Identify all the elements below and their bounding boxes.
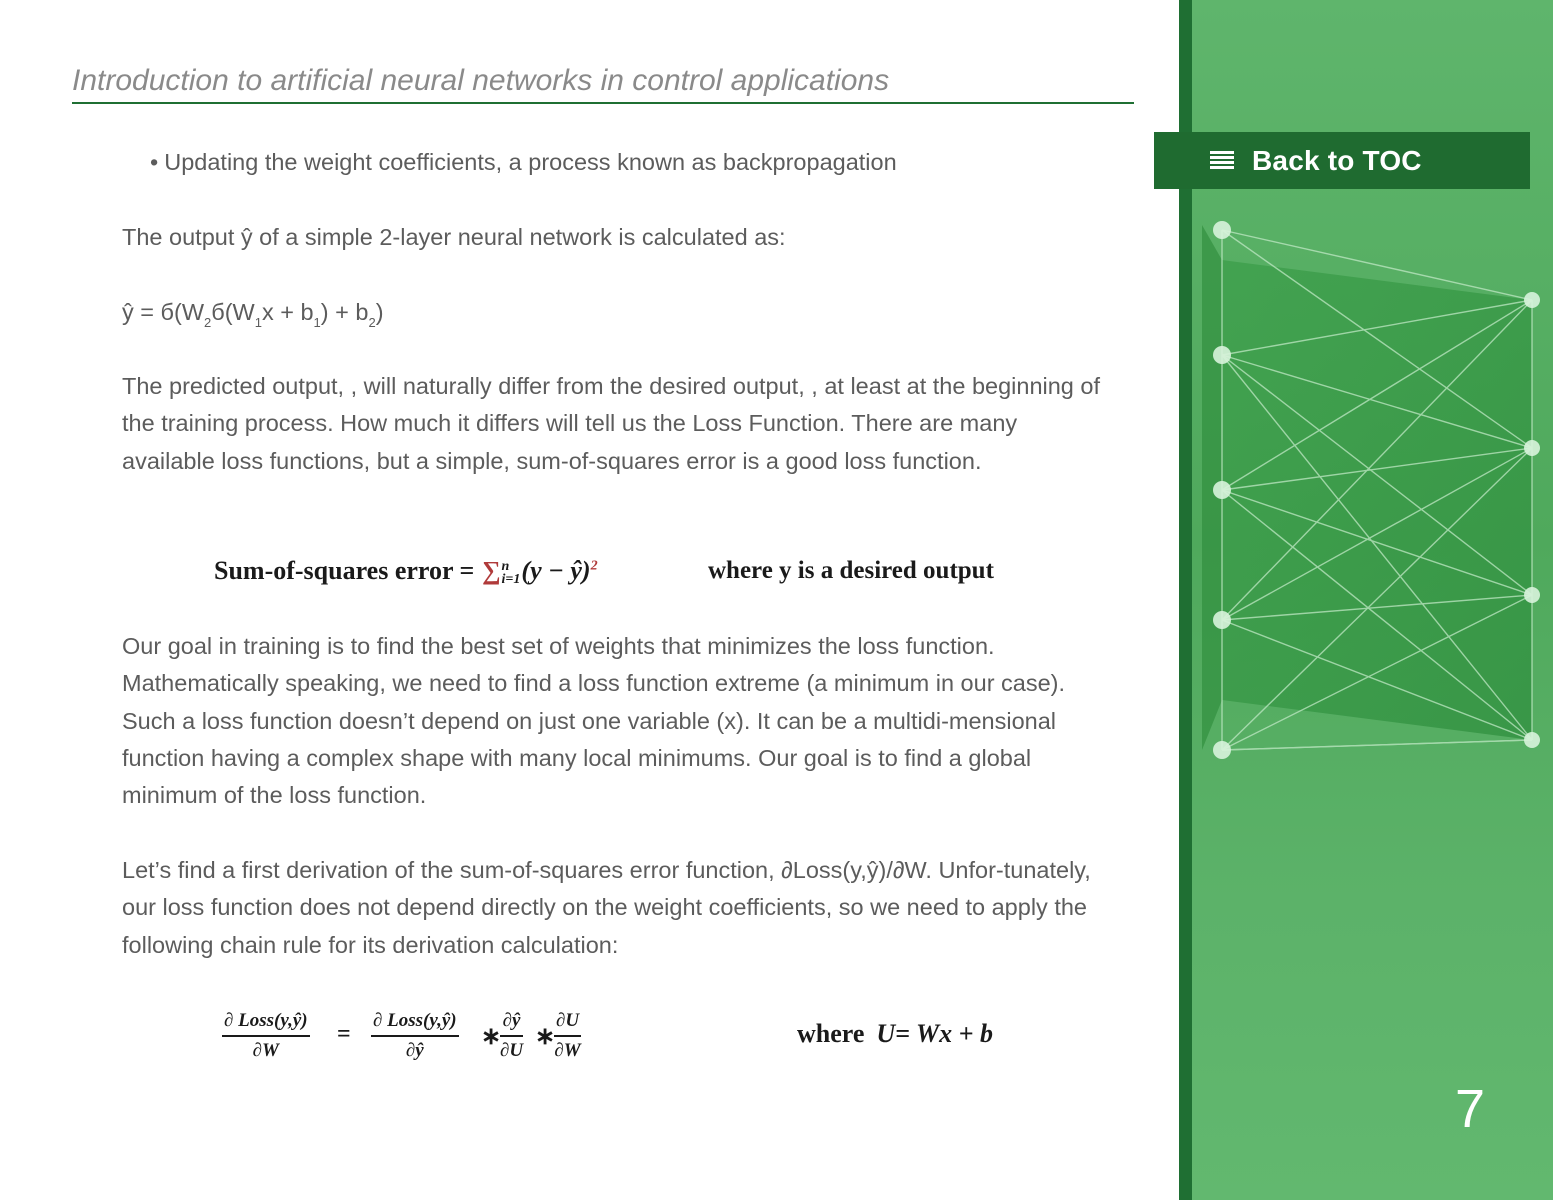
- page-number: 7: [1454, 1079, 1486, 1139]
- chain-lhs-fraction: ∂ Loss(y,ŷ) ∂W: [224, 1010, 308, 1061]
- list-icon: [1210, 151, 1234, 171]
- chain-rhs-fraction-2: $\frac{\partial ŷ}{\partial U}$: [500, 1010, 524, 1061]
- bullet-item: [150, 144, 1140, 181]
- chain-times-2: ∗: [535, 1024, 556, 1050]
- chain-rhs-fraction-3: $\frac{\partial U}{\partial W}$: [554, 1010, 581, 1061]
- bullet-dot-icon: •: [150, 149, 159, 175]
- sse-where-note: where y is a desired output: [708, 557, 994, 584]
- chain-equals: =: [337, 1021, 351, 1047]
- derivative-paragraph: Let’s find a first derivation of the sum-of-squares error function, ∂Loss(y,ŷ)/∂W. Unfor-tunately, our loss function does not depend directly on the weight coefficients, so we need to apply the following chain rule for its derivation calculation:: [122, 857, 1091, 958]
- training-goal-paragraph: Our goal in training is to find the best set of weights that minimizes the loss function. Mathematically speaking, we need to find a loss function extreme (a minimum in our case). Such a loss function doesn’t depend on just one variable (x). It can be a multidi-mensional function having a complex shape with many local minimums. Our goal is to find a global minimum of the loss function.: [122, 633, 1066, 809]
- back-to-toc-button[interactable]: [1154, 132, 1530, 189]
- bullet-text: Updating the weight coefficients, a process known as backpropagation: [164, 149, 897, 175]
- sse-label: Sum-of-squares error =: [214, 556, 475, 585]
- chain-rhs-fraction-1: ∂ Loss(y,ŷ) ∂ŷ: [373, 1010, 457, 1061]
- network-output-formula: ŷ = $б(W_2б(W_1x + b_1) + b_2)$: [122, 299, 384, 330]
- loss-function-paragraph: The predicted output, , will naturally differ from the desired output, , at least at the beginning of the training process. How much it differs will tell us the Loss Function. There are many available loss functions, but a simple, sum-of-squares error is a good loss function.: [122, 373, 1101, 474]
- sse-expression: ∑ n i=1 (y − ŷ)$^2$: [482, 556, 598, 588]
- chain-times-1: ∗: [481, 1024, 502, 1050]
- back-to-toc-label: Back to TOC: [1252, 144, 1422, 176]
- document-header-title: Introduction to artificial neural networks in control applications: [72, 64, 1134, 104]
- chain-where-note: where U= Wx + b: [797, 1019, 993, 1048]
- intro-paragraph: The output ŷ of a simple 2-layer neural network is calculated as:: [122, 224, 786, 250]
